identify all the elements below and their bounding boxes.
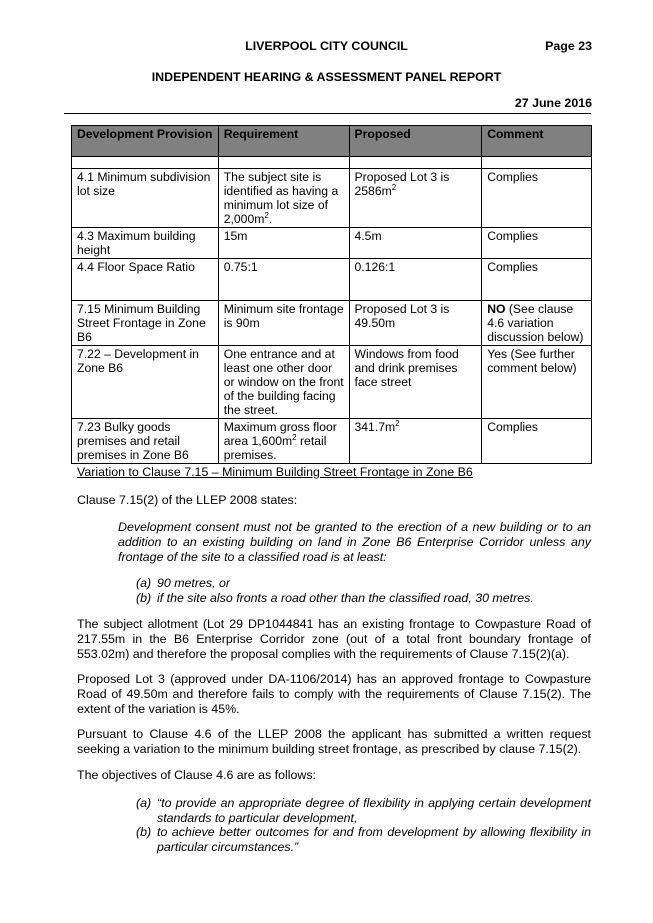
provision-cell: 4.3 Maximum building height — [72, 228, 219, 259]
table-row — [72, 346, 592, 419]
proposed-cell: 4.5m — [349, 228, 482, 259]
requirement-cell: 0.75:1 — [218, 259, 349, 301]
table-row — [72, 259, 592, 301]
council-name: LIVERPOOL CITY COUNCIL — [245, 39, 408, 53]
requirement-cell: Minimum site frontage is 90m — [218, 301, 349, 346]
provision-cell: 7.15 Minimum Building Street Frontage in Zone B6 — [72, 301, 219, 346]
report-date: 27 June 2016 — [514, 96, 592, 110]
objective-item: (a) “to provide an appropriate degree of flexibility in applying certain development standards to particular development, — [136, 796, 591, 825]
table-row — [72, 169, 592, 228]
provision-cell: 4.4 Floor Space Ratio — [72, 259, 219, 301]
table-header-row — [72, 126, 592, 157]
page-number: Page 23 — [545, 39, 592, 53]
table-row — [72, 301, 592, 346]
clause-intro: Clause 7.15(2) of the LLEP 2008 states: — [77, 493, 298, 507]
header-divider — [64, 113, 591, 114]
proposed-cell: 0.126:1 — [349, 259, 482, 301]
provision-cell: 7.23 Bulky goods premises and retail premises in Zone B6 — [72, 419, 219, 464]
column-header: Development Provision — [72, 126, 219, 157]
proposed-cell: $341.7m^2$ — [349, 419, 482, 464]
requirement-cell: 15m — [218, 228, 349, 259]
proposed-cell: Windows from food and drink premises face street — [349, 346, 482, 419]
column-header: Proposed — [349, 126, 482, 157]
report-title: INDEPENDENT HEARING & ASSESSMENT PANEL REPORT — [151, 70, 502, 84]
table-row — [72, 419, 592, 464]
comment-cell: Complies — [482, 259, 592, 301]
clause-quote: Development consent must not be granted to the erection of a new building or to an addition to an existing building on land in Zone B6 Enterprise Corridor unless any frontage of the site to a classified road is at least: — [118, 520, 591, 564]
provision-cell: 4.1 Minimum subdivision lot size — [72, 169, 219, 228]
section-heading: Variation to Clause 7.15 – Minimum Building Street Frontage in Zone B6 — [77, 465, 473, 479]
table-row — [72, 228, 592, 259]
comment-cell: Yes (See further comment below) — [482, 346, 592, 419]
column-header: Requirement — [218, 126, 349, 157]
comment-cell: Complies — [482, 419, 592, 464]
paragraph-proposed-lot: Proposed Lot 3 (approved under DA-1106/2014) has an approved frontage to Cowpasture Road of 49.50m and therefore fails to comply with the requirements of Clause 7.15(2). The extent of the variation is 45%. — [77, 672, 591, 716]
requirement-cell: The subject site is identified as having a minimum lot size of $2,000m^2$. — [218, 169, 349, 228]
proposed-cell: Proposed Lot 3 is 49.50m — [349, 301, 482, 346]
comment-cell: Complies — [482, 228, 592, 259]
paragraph-existing-frontage: The subject allotment (Lot 29 DP1044841 has an existing frontage to Cowpasture Road of 217.55m in the B6 Enterprise Corridor zone (out of a total front boundary frontage of 553.02m) and therefore the proposal complies with the requirements of Clause 7.15(2)(a). — [77, 617, 591, 661]
objective-item: (b) to achieve better outcomes for and from development by allowing flexibility in particular circumstances.” — [136, 825, 591, 854]
comment-cell: NO (See clause 4.6 variation discussion below) — [482, 301, 592, 346]
requirement-cell: One entrance and at least one other door or window on the front of the building facing the street. — [218, 346, 349, 419]
comment-cell: Complies — [482, 169, 592, 228]
table-spacer-row — [72, 157, 592, 169]
objectives-intro: The objectives of Clause 4.6 are as follows: — [77, 768, 316, 782]
requirement-cell: Maximum gross floor area $1,600m^2$ retail premises. — [218, 419, 349, 464]
column-header: Comment — [482, 126, 592, 157]
paragraph-clause-request: Pursuant to Clause 4.6 of the LLEP 2008 the applicant has submitted a written request seeking a variation to the minimum building street frontage, as prescribed by clause 7.15(2). — [77, 727, 591, 756]
compliance-table — [71, 125, 592, 464]
proposed-cell: Proposed Lot 3 is $2586m^2$ — [349, 169, 482, 228]
provision-cell: 7.22 – Development in Zone B6 — [72, 346, 219, 419]
